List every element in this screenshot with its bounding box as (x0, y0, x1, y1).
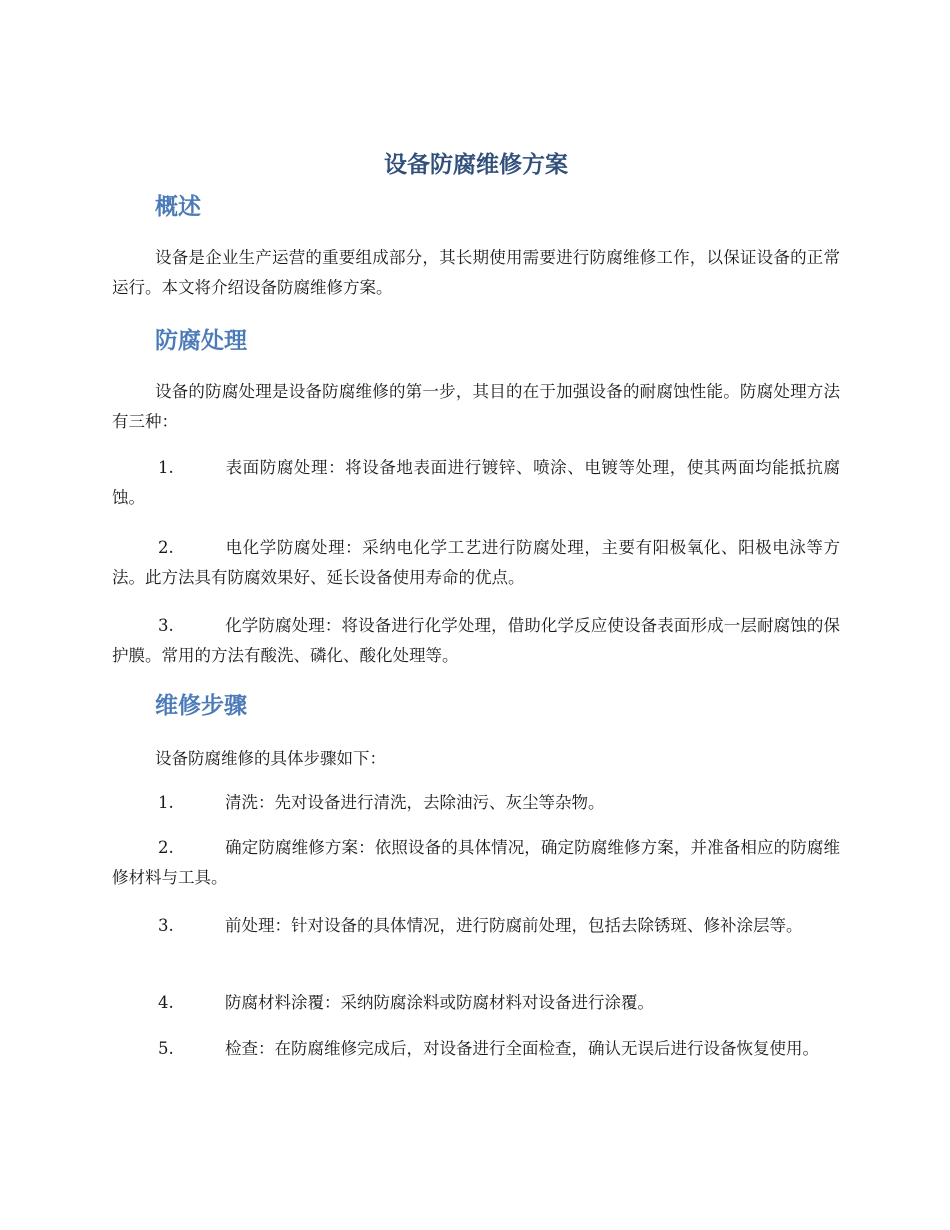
section-heading-maintenance-steps: 维修步骤 (155, 693, 247, 719)
list-number: 5. (158, 1039, 174, 1058)
list-number: 3. (158, 616, 174, 635)
list-number: 2. (158, 838, 174, 857)
list-number: 3. (158, 916, 174, 935)
overview-paragraph: 设备是企业生产运营的重要组成部分，其长期使用需要进行防腐维修工作，以保证设备的正常运行。本文将介绍设备防腐维修方案。 (112, 248, 840, 297)
document-title: 设备防腐维修方案 (384, 152, 568, 178)
maintenance-steps-paragraph: 设备防腐维修的具体步骤如下： (155, 749, 386, 768)
list-text: 表面防腐处理：将设备地表面进行镀锌、喷涂、电镀等处理，使其两面均能抵抗腐蚀。 (112, 458, 840, 507)
list-text: 确定防腐维修方案：依照设备的具体情况，确定防腐维修方案，并准备相应的防腐维修材料与工具。 (112, 838, 840, 887)
list-item (112, 1034, 840, 1064)
anticorrosion-paragraph: 设备的防腐处理是设备防腐维修的第一步，其目的在于加强设备的耐腐蚀性能。防腐处理方法有三种： (112, 382, 840, 431)
list-item (112, 833, 840, 893)
list-item (112, 533, 840, 593)
list-item (112, 788, 840, 818)
list-text: 清洗：先对设备进行清洗，去除油污、灰尘等杂物。 (225, 793, 605, 812)
list-number: 4. (158, 993, 174, 1012)
list-item (112, 611, 840, 671)
list-text: 电化学防腐处理：采纳电化学工艺进行防腐处理，主要有阳极氧化、阳极电泳等方法。此方法具有防腐效果好、延长设备使用寿命的优点。 (112, 538, 840, 587)
list-item (112, 988, 840, 1018)
list-text: 检查：在防腐维修完成后，对设备进行全面检查，确认无误后进行设备恢复使用。 (225, 1039, 819, 1058)
list-item (112, 911, 840, 941)
section-heading-overview: 概述 (155, 194, 201, 220)
section-heading-anticorrosion: 防腐处理 (155, 328, 247, 354)
list-text: 前处理：针对设备的具体情况，进行防腐前处理，包括去除锈斑、修补涂层等。 (225, 916, 803, 935)
list-text: 化学防腐处理：将设备进行化学处理，借助化学反应使设备表面形成一层耐腐蚀的保护膜。常用的方法有酸洗、磷化、酸化处理等。 (112, 616, 840, 665)
list-number: 1. (158, 793, 174, 812)
list-number: 2. (158, 538, 174, 557)
list-number: 1. (158, 458, 174, 477)
list-item (112, 453, 840, 513)
list-text: 防腐材料涂覆：采纳防腐涂料或防腐材料对设备进行涂覆。 (225, 993, 654, 1012)
